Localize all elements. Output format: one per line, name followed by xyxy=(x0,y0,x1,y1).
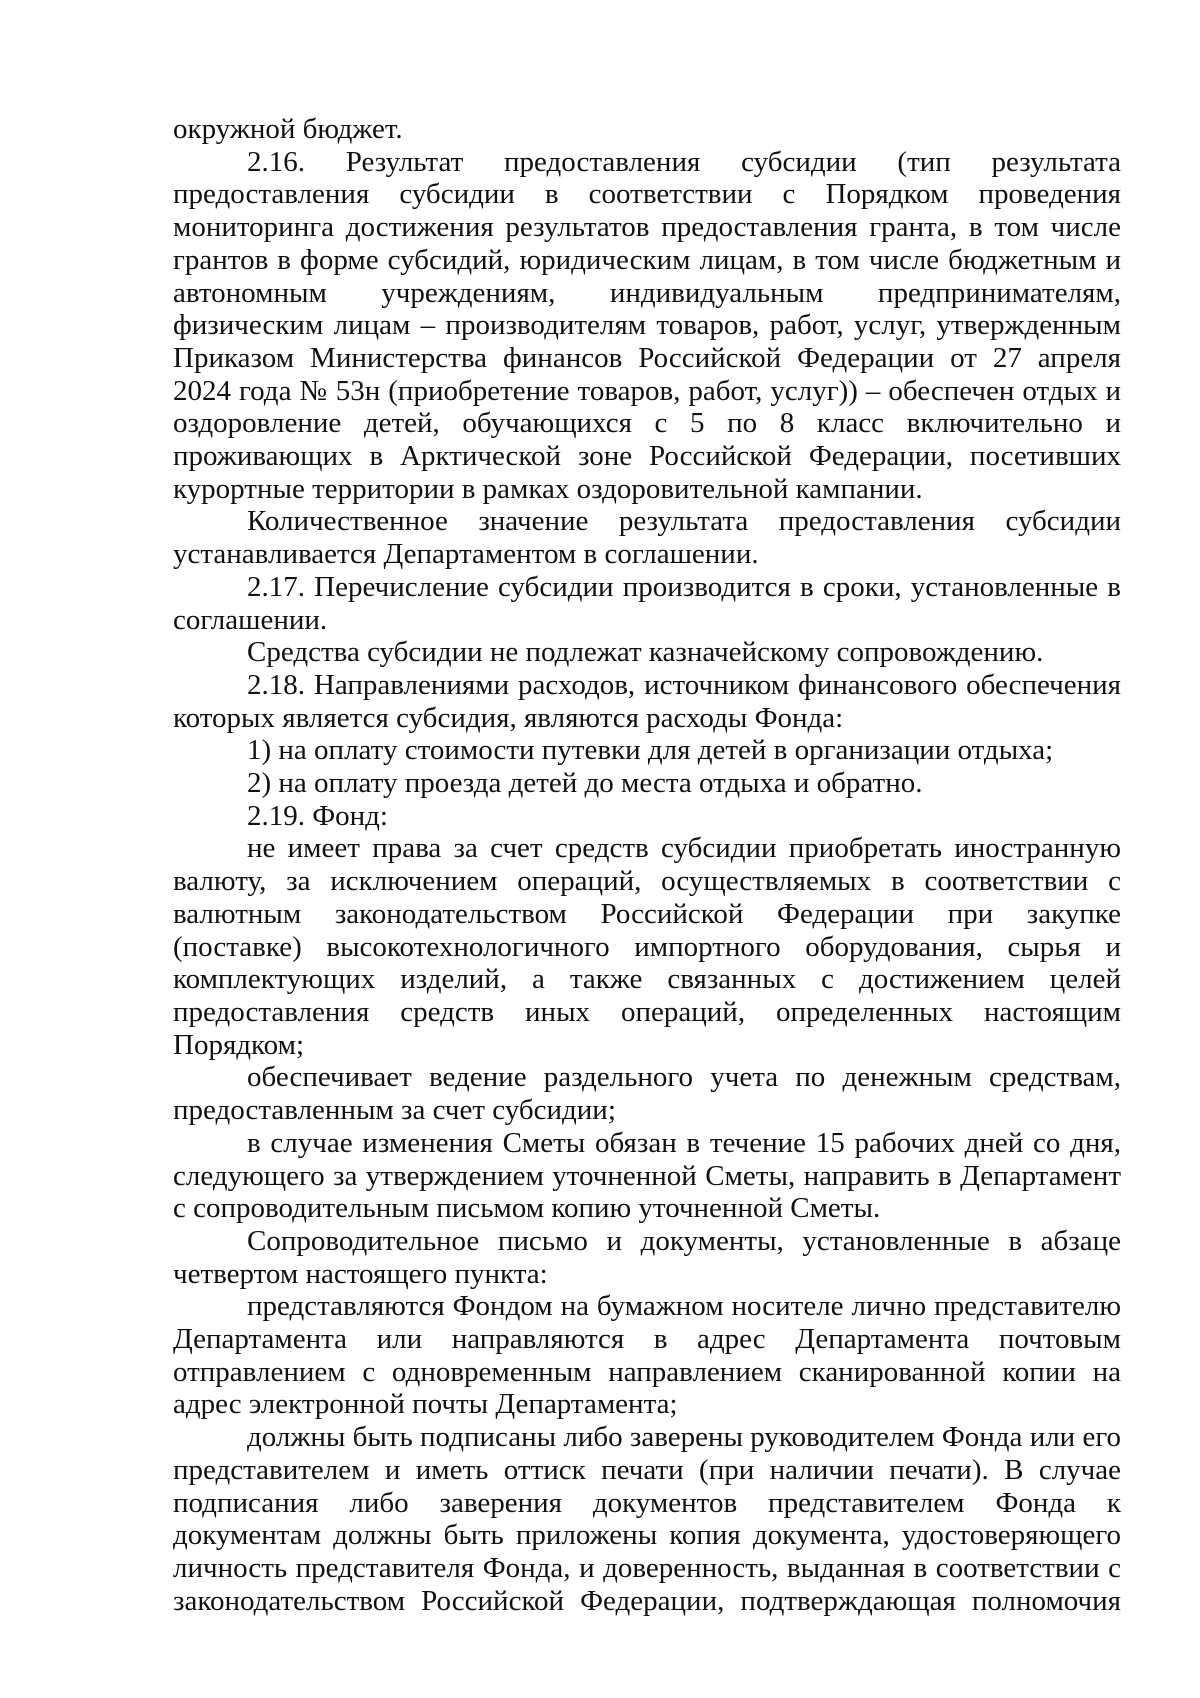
paragraph-estimate-change: в случае изменения Сметы обязан в течение 15 рабочих дней со дня, следующего за утверждением уточненной Сметы, направить в Департамент с сопроводительным письмом копию уточненной Сметы. xyxy=(173,1126,1121,1225)
paragraph-treasury-support: Средства субсидии не подлежат казначейскому сопровождению. xyxy=(247,636,1044,669)
paragraph-2-16: 2.16. Результат предоставления субсидии (тип результата предоставления субсидии в соответствии с Порядком проведения мониторинга достижения результатов предоставления гранта, в том числе грантов в форме субсидий, юридическим лицам, в том числе бюджетным и автономным учреждениям, индивидуальным предпринимателям, физическим лицам – производителям товаров, работ, услуг, утвержденным Приказом Министерства финансов Российской Федерации от 27 апреля 2024 года № 53н (приобретение товаров, работ, услуг)) – обеспечен отдых и оздоровление детей, обучающихся с 5 по 8 класс включительно и проживающих в Арктической зоне Российской Федерации, посетивших курортные территории в рамках оздоровительной кампании. xyxy=(173,145,1121,505)
paragraph-budget-continuation: окружной бюджет. xyxy=(173,113,403,145)
paragraph-2-18: 2.18. Направлениями расходов, источником финансового обеспечения которых является субсидия, являются расходы Фонда: xyxy=(173,668,1121,734)
paragraph-currency-restriction: не имеет права за счет средств субсидии приобретать иностранную валюту, за исключением операций, осуществляемых в соответствии с валютным законодательством Российской Федерации при закупке (поставке) высокотехнологичного импортного оборудования, сырья и комплектующих изделий, а также связанных с достижением целей предоставления средств иных операций, определенных настоящим Порядком; xyxy=(173,832,1121,1061)
paragraph-2-19: 2.19. Фонд: xyxy=(247,799,388,832)
paragraph-signature: должны быть подписаны либо заверены руководителем Фонда или его представителем и иметь оттиск печати (при наличии печати). В случае подписания либо заверения документов представителем Фонда к документам должны быть приложены копия документа, удостоверяющего личность представителя Фонда, и доверенность, выданная в соответствии с законодательством Российской Федерации, подтверждающая полномочия xyxy=(173,1421,1121,1617)
paragraph-submission: представляются Фондом на бумажном носителе лично представителю Департамента или направляются в адрес Департамента почтовым отправлением с одновременным направлением сканированной копии на адрес электронной почты Департамента; xyxy=(173,1290,1121,1421)
list-item-2: 2) на оплату проезда детей до места отдыха и обратно. xyxy=(247,767,923,800)
paragraph-quantitative-value: Количественное значение результата предоставления субсидии устанавливается Департаментом в соглашении. xyxy=(173,505,1121,571)
paragraph-cover-letter: Сопроводительное письмо и документы, установленные в абзаце четвертом настоящего пункта: xyxy=(173,1224,1121,1290)
paragraph-separate-accounting: обеспечивает ведение раздельного учета по денежным средствам, предоставленным за счет субсидии; xyxy=(173,1061,1121,1127)
list-item-1: 1) на оплату стоимости путевки для детей в организации отдыха; xyxy=(247,734,1054,767)
document-body xyxy=(173,113,1121,1617)
paragraph-2-17: 2.17. Перечисление субсидии производится в сроки, установленные в соглашении. xyxy=(173,570,1121,636)
